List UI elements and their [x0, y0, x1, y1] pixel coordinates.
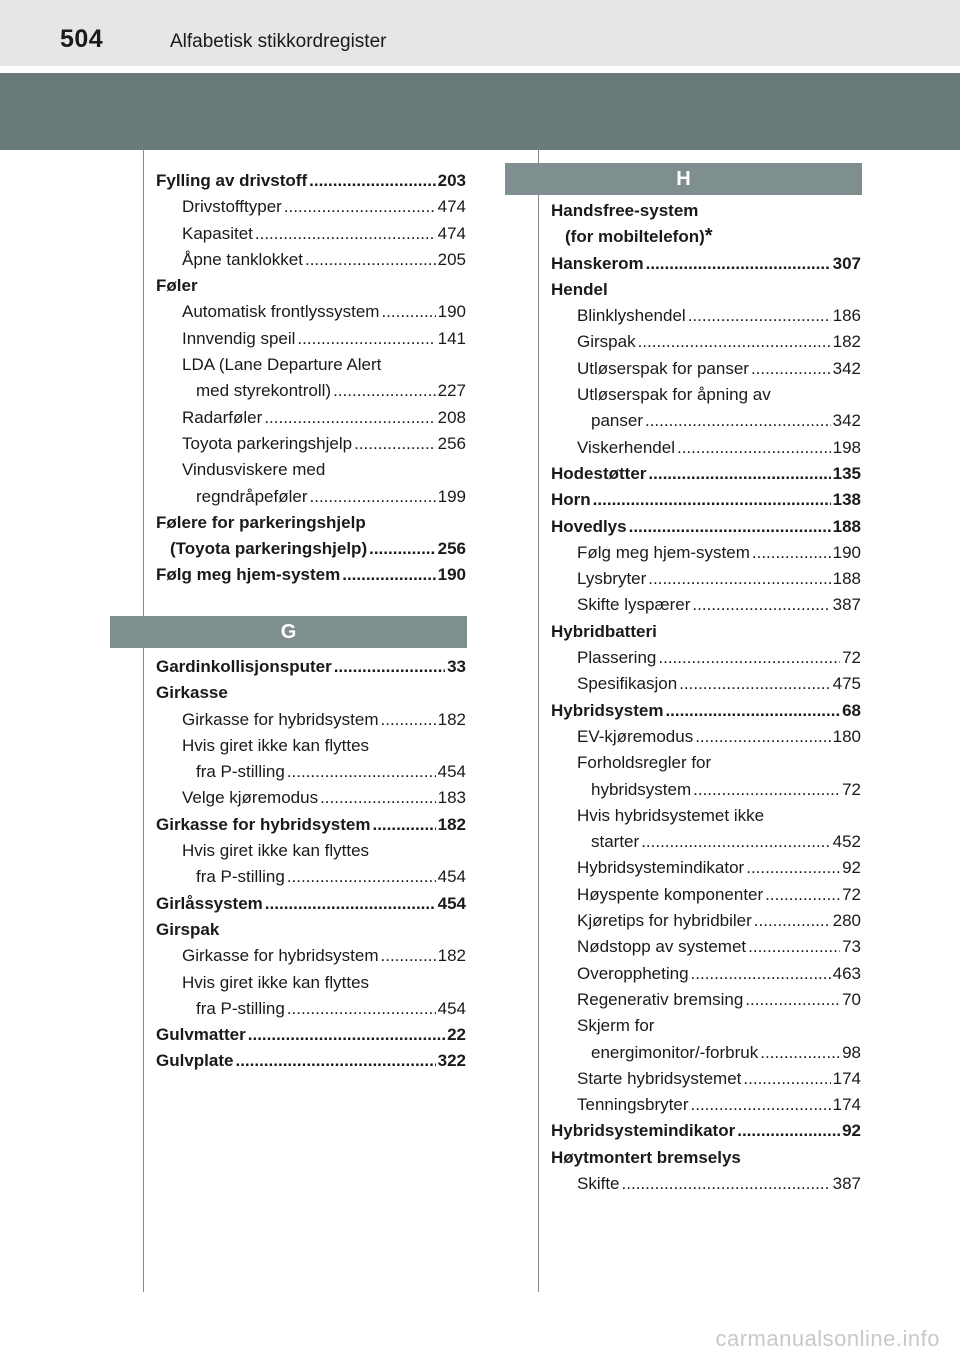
index-entry-label: Girlåssystem — [156, 893, 263, 913]
dot-leader — [622, 1171, 831, 1197]
index-entry-label: hybridsystem — [591, 779, 692, 799]
index-entry — [156, 1048, 466, 1074]
index-entry — [156, 943, 466, 969]
index-entry — [156, 168, 466, 194]
index-entry — [551, 619, 861, 645]
index-entry-page: 182 — [437, 946, 466, 966]
dot-leader — [646, 251, 831, 277]
index-entry — [551, 1171, 861, 1197]
index-entry-label: Gulvmatter — [156, 1025, 246, 1045]
index-entry-label: Høyspente komponenter — [577, 884, 764, 904]
index-entry — [156, 680, 466, 706]
section-header-g: G — [110, 616, 467, 648]
index-entry — [551, 855, 861, 881]
index-entry — [551, 435, 861, 461]
dot-leader — [754, 908, 831, 934]
index-entry — [156, 812, 466, 838]
index-entry-page: 188 — [832, 569, 861, 589]
index-entry-label: Følere for parkeringshjelp — [156, 512, 366, 532]
index-entry-label: Åpne tanklokket — [182, 249, 303, 269]
index-entry-label: Hybridbatteri — [551, 621, 657, 641]
index-entry: (for mobiltelefon) * — [551, 224, 861, 250]
index-entry-page: 182 — [437, 814, 466, 834]
index-entry-label: Girspak — [577, 332, 636, 352]
dot-leader — [645, 408, 831, 434]
dot-leader — [342, 562, 435, 588]
index-entry-page: 454 — [437, 867, 466, 887]
index-entry — [156, 247, 466, 273]
index-entry-label: Følg meg hjem-system — [577, 542, 750, 562]
dot-leader — [629, 514, 831, 540]
index-entry — [551, 251, 861, 277]
dot-leader — [372, 812, 435, 838]
index-entry — [551, 698, 861, 724]
index-entry — [156, 378, 466, 404]
index-entry-label: Hovedlys — [551, 516, 627, 536]
index-entry-page: 92 — [842, 1121, 861, 1141]
dot-leader — [255, 221, 436, 247]
dot-leader — [743, 1066, 830, 1092]
index-entry-page: 387 — [832, 1173, 861, 1193]
index-entry-label: Starte hybridsystemet — [577, 1068, 742, 1088]
dot-leader — [752, 540, 831, 566]
dot-leader — [287, 864, 436, 890]
index-entry-label: LDA (Lane Departure Alert — [182, 355, 382, 375]
index-entry-label: Drivstofftyper — [182, 197, 282, 217]
index-entry — [551, 934, 861, 960]
dot-leader — [287, 996, 436, 1022]
index-entry-page: 387 — [832, 595, 861, 615]
index-entry-label: EV-kjøremodus — [577, 726, 694, 746]
index-entry — [551, 961, 861, 987]
index-entry — [551, 303, 861, 329]
index-entry-label: Toyota parkeringshjelp — [182, 433, 353, 453]
index-entry-label: starter — [591, 832, 640, 852]
dot-leader — [760, 1040, 840, 1066]
index-entry-page: 342 — [832, 358, 861, 378]
dot-leader — [692, 592, 830, 618]
index-entry — [551, 882, 861, 908]
index-entry-label: Girkasse — [156, 683, 228, 703]
index-entry-label: Vindusviskere med — [182, 460, 326, 480]
index-entry-label: Høytmontert bremselys — [551, 1147, 741, 1167]
index-entry-label: Overoppheting — [577, 963, 689, 983]
index-entry-page: 256 — [437, 433, 466, 453]
index-entry-label: Hvis giret ikke kan flyttes — [182, 735, 370, 755]
page-header-bar — [0, 0, 960, 66]
index-entry — [156, 970, 466, 996]
index-entry-page: 72 — [842, 779, 861, 799]
index-entry-label: Nødstopp av systemet — [577, 937, 747, 957]
dot-leader — [297, 326, 435, 352]
page-number: 504 — [60, 25, 104, 53]
dot-leader — [691, 961, 831, 987]
index-entry — [156, 352, 466, 378]
index-entry-page: 141 — [437, 328, 466, 348]
index-entry — [156, 996, 466, 1022]
index-entry-label: Gulvplate — [156, 1051, 234, 1071]
dot-leader — [748, 934, 840, 960]
index-list-h — [551, 198, 861, 1197]
index-entry — [551, 356, 861, 382]
index-entry — [156, 733, 466, 759]
index-entry-label: Girspak — [156, 919, 220, 939]
index-entry-page: 463 — [832, 963, 861, 983]
index-entry-label: Fylling av drivstoff — [156, 171, 308, 190]
dot-leader — [309, 168, 435, 194]
dot-leader — [287, 759, 436, 785]
index-entry-label: Kapasitet — [182, 223, 253, 243]
index-entry-label: energimonitor/-forbruk — [591, 1042, 759, 1062]
index-entry-page: 454 — [437, 762, 466, 782]
dot-leader — [381, 299, 435, 325]
index-entry — [156, 194, 466, 220]
index-entry — [551, 1118, 861, 1144]
index-entry-page: 186 — [832, 306, 861, 326]
index-entry — [551, 671, 861, 697]
index-entry-label: panser — [591, 411, 643, 431]
index-entry — [156, 654, 466, 680]
index-entry — [156, 326, 466, 352]
index-entry-label: Utløserspak for panser — [577, 358, 749, 378]
dot-leader — [648, 566, 830, 592]
index-entry-page: 182 — [437, 709, 466, 729]
index-entry — [551, 1066, 861, 1092]
index-entry — [551, 382, 861, 408]
index-entry-label: Tenningsbryter — [577, 1095, 689, 1115]
dot-leader — [693, 777, 840, 803]
index-entry-label: Plassering — [577, 648, 657, 668]
index-entry — [156, 405, 466, 431]
index-entry — [156, 759, 466, 785]
index-entry-label: Automatisk frontlyssystem — [182, 302, 380, 322]
index-entry-page: 190 — [832, 542, 861, 562]
index-entry — [156, 221, 466, 247]
index-entry-page: 474 — [437, 223, 466, 243]
index-entry-label: Hvis hybridsystemet ikke — [577, 805, 765, 825]
index-entry-page: 452 — [832, 832, 861, 852]
index-entry — [551, 566, 861, 592]
index-entry-page: 72 — [842, 884, 861, 904]
page-title: Alfabetisk stikkordregister — [170, 31, 387, 52]
index-entry-label: Hendel — [551, 279, 608, 299]
index-entry — [156, 431, 466, 457]
index-entry-page: 322 — [437, 1051, 466, 1071]
index-entry — [551, 724, 861, 750]
index-entry — [551, 461, 861, 487]
index-entry-page: 198 — [832, 437, 861, 457]
index-list-g — [156, 654, 466, 1075]
index-entry — [156, 484, 466, 510]
dot-leader — [745, 987, 840, 1013]
index-entry-page: 203 — [437, 171, 466, 190]
dot-leader — [235, 1048, 435, 1074]
dot-leader — [695, 724, 830, 750]
index-entry-label: Hanskerom — [551, 253, 644, 273]
index-entry-page: 342 — [832, 411, 861, 431]
index-entry-label: Skifte lyspærer — [577, 595, 691, 615]
index-entry-label: Girkasse for hybridsystem — [182, 709, 379, 729]
index-entry — [156, 864, 466, 890]
index-entry — [156, 891, 466, 917]
dot-leader — [691, 1092, 831, 1118]
index-entry — [551, 987, 861, 1013]
index-entry — [551, 408, 861, 434]
index-entry-label: Innvendig speil — [182, 328, 296, 348]
index-entry — [551, 908, 861, 934]
index-entry — [156, 707, 466, 733]
index-entry-page: 174 — [832, 1095, 861, 1115]
index-entry-page: 199 — [437, 486, 466, 506]
dot-leader — [333, 378, 436, 404]
dot-leader — [354, 431, 436, 457]
index-entry — [551, 777, 861, 803]
index-entry-label: Gardinkollisjonsputer — [156, 657, 332, 676]
index-entry-page: 180 — [832, 726, 861, 746]
dot-leader — [264, 405, 435, 431]
dot-leader — [688, 303, 831, 329]
index-entry-label: fra P-stilling — [196, 998, 285, 1018]
index-entry-page: 68 — [842, 700, 861, 720]
index-entry-label: Velge kjøremodus — [182, 788, 319, 808]
index-entry-page: 475 — [832, 674, 861, 694]
dot-leader — [334, 654, 445, 680]
index-entry-page: 72 — [842, 648, 861, 668]
index-list-f — [156, 168, 466, 589]
index-entry-label: Følg meg hjem-system — [156, 565, 341, 585]
index-entry-label: Hybridsystem — [551, 700, 664, 720]
dot-leader — [658, 645, 840, 671]
index-entry-page: 190 — [437, 302, 466, 322]
index-entry-label: (Toyota parkeringshjelp) — [170, 539, 368, 559]
index-entry-label: Skifte — [577, 1173, 620, 1193]
index-entry-page: 135 — [832, 463, 861, 483]
index-entry-label: Radarføler — [182, 407, 263, 427]
index-entry-label: Hybridsystemindikator — [551, 1121, 736, 1141]
index-entry-page: 454 — [437, 998, 466, 1018]
index-entry-page: 70 — [842, 989, 861, 1009]
dot-leader — [593, 487, 831, 513]
index-entry-label: Forholdsregler for — [577, 753, 712, 773]
index-entry-page: 307 — [832, 253, 861, 273]
dot-leader — [305, 247, 436, 273]
index-entry-page: 188 — [832, 516, 861, 536]
index-entry — [156, 299, 466, 325]
index-entry — [156, 785, 466, 811]
index-entry-label: Horn — [551, 490, 591, 510]
index-entry-page: 208 — [437, 407, 466, 427]
dot-leader — [737, 1118, 840, 1144]
index-entry-page: 205 — [437, 249, 466, 269]
index-entry — [156, 562, 466, 588]
index-entry — [551, 329, 861, 355]
index-entry-label: Hvis giret ikke kan flyttes — [182, 972, 370, 992]
index-entry — [551, 1145, 861, 1171]
index-entry — [156, 510, 466, 536]
index-entry — [156, 273, 466, 299]
index-entry-page: 454 — [437, 893, 466, 913]
index-entry-page: 183 — [437, 788, 466, 808]
watermark-text: carmanualsonline.info — [715, 1326, 940, 1351]
dot-leader — [265, 891, 436, 917]
dot-leader — [751, 356, 831, 382]
index-entry-label: Handsfree-system — [551, 201, 699, 220]
dot-leader — [648, 461, 830, 487]
index-entry-label: Blinklyshendel — [577, 306, 686, 326]
index-entry — [551, 1092, 861, 1118]
dot-leader — [679, 671, 830, 697]
index-entry — [551, 750, 861, 776]
dot-leader — [248, 1022, 445, 1048]
index-entry-label: Girkasse for hybridsystem — [182, 946, 379, 966]
index-entry — [156, 536, 466, 562]
index-entry-page: 190 — [437, 565, 466, 585]
index-entry — [551, 829, 861, 855]
index-entry — [156, 838, 466, 864]
index-entry-label: med styrekontroll) — [196, 381, 332, 401]
index-entry — [551, 487, 861, 513]
index-entry — [551, 592, 861, 618]
index-entry — [551, 277, 861, 303]
index-entry — [551, 803, 861, 829]
dot-leader — [665, 698, 840, 724]
left-column-rule — [143, 150, 144, 1292]
index-entry-label: Hvis giret ikke kan flyttes — [182, 841, 370, 861]
section-header-h: H — [505, 163, 862, 195]
index-entry-page: 182 — [832, 332, 861, 352]
index-entry — [551, 540, 861, 566]
index-entry-page: 174 — [832, 1068, 861, 1088]
index-entry-label: Girkasse for hybridsystem — [156, 814, 371, 834]
index-entry-label: fra P-stilling — [196, 867, 285, 887]
dot-leader — [369, 536, 436, 562]
header-banner — [0, 73, 960, 150]
index-entry — [551, 1040, 861, 1066]
index-entry-page: 227 — [437, 381, 466, 401]
index-entry-label: Kjøretips for hybridbiler — [577, 911, 752, 931]
index-entry-label: Skjerm for — [577, 1016, 655, 1036]
index-entry — [551, 645, 861, 671]
index-entry-label: Hybridsystemindikator — [577, 858, 745, 878]
index-entry-label: Lysbryter — [577, 569, 647, 589]
index-entry — [156, 1022, 466, 1048]
dot-leader — [284, 194, 436, 220]
index-entry — [156, 917, 466, 943]
dot-leader — [641, 829, 830, 855]
index-entry-label: Regenerativ bremsing — [577, 989, 744, 1009]
right-column-rule — [538, 150, 539, 1292]
dot-leader — [381, 707, 436, 733]
index-entry-page: 33 — [447, 657, 466, 676]
index-entry-label: Utløserspak for åpning av — [577, 385, 771, 405]
index-entry — [551, 198, 861, 224]
index-entry — [551, 514, 861, 540]
index-entry-page: 73 — [842, 937, 861, 957]
index-entry-page: 138 — [832, 490, 861, 510]
index-entry-label: fra P-stilling — [196, 762, 285, 782]
dot-leader — [310, 484, 436, 510]
index-entry — [551, 1013, 861, 1039]
dot-leader — [381, 943, 436, 969]
dot-leader — [677, 435, 831, 461]
index-entry-page: 92 — [842, 858, 861, 878]
dot-leader — [320, 785, 436, 811]
index-entry-page: 256 — [437, 539, 466, 559]
index-entry-label: Føler — [156, 276, 198, 296]
index-entry-label: Viskerhendel — [577, 437, 675, 457]
index-entry-label: Spesifikasjon — [577, 674, 678, 694]
index-entry-page: 280 — [832, 911, 861, 931]
index-entry-label: regndråpeføler — [196, 486, 308, 506]
index-entry-page: 22 — [447, 1025, 466, 1045]
dot-leader — [765, 882, 840, 908]
dot-leader — [638, 329, 831, 355]
index-entry — [156, 457, 466, 483]
index-entry-label: Hodestøtter — [551, 463, 647, 483]
index-entry-page: 474 — [437, 197, 466, 217]
index-entry-page: 98 — [842, 1042, 861, 1062]
index-entry-label: (for mobiltelefon) — [565, 227, 705, 247]
dot-leader — [746, 855, 840, 881]
